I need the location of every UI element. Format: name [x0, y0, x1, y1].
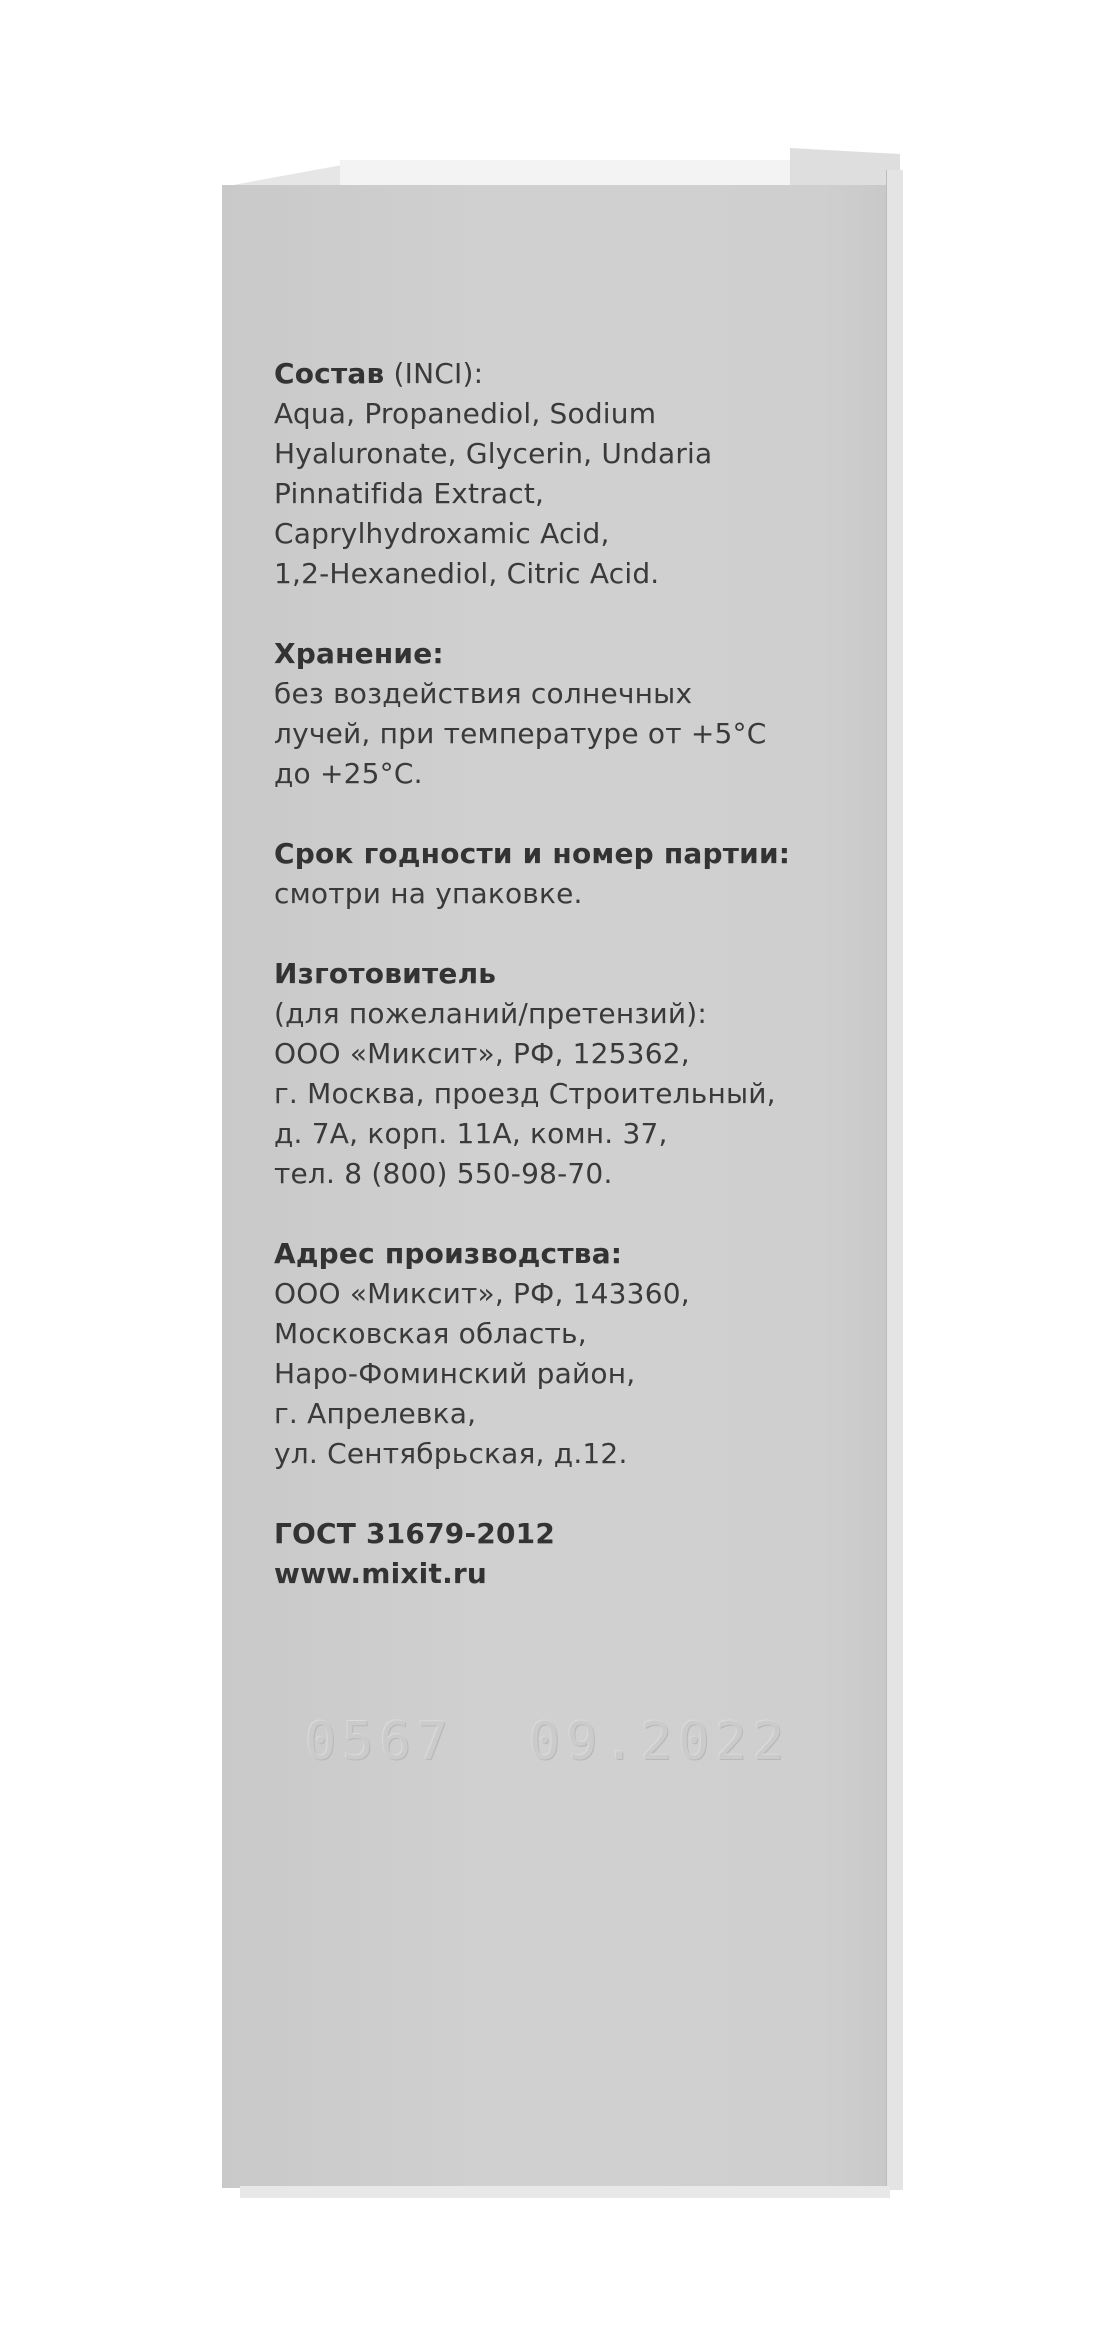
embossed-batch-number: 0567: [305, 1712, 455, 1772]
package-label-text: [274, 354, 874, 1634]
manufacturer-line: д. 7А, корп. 11А, комн. 37,: [274, 1117, 668, 1150]
manufacturer-line: (для пожеланий/претензий):: [274, 997, 707, 1030]
production-section: [274, 1234, 874, 1474]
footer-section: [274, 1514, 874, 1594]
storage-line: без воздействия солнечных: [274, 677, 693, 710]
box-flap-top: [340, 160, 790, 186]
composition-heading-bold: Состав: [274, 357, 385, 390]
gost-standard: ГОСТ 31679-2012: [274, 1517, 556, 1550]
shelf-life-heading: Срок годности и номер партии:: [274, 837, 791, 870]
production-line: Наро-Фоминский район,: [274, 1357, 636, 1390]
storage-heading: Хранение:: [274, 637, 444, 670]
box-flap-right: [790, 148, 900, 188]
composition-section: [274, 354, 874, 594]
box-bottom-edge: [240, 2186, 890, 2198]
storage-section: [274, 634, 874, 794]
manufacturer-line: ООО «Миксит», РФ, 125362,: [274, 1037, 690, 1070]
manufacturer-line: г. Москва, проезд Строительный,: [274, 1077, 776, 1110]
manufacturer-line: тел. 8 (800) 550-98-70.: [274, 1157, 613, 1190]
manufacturer-heading: Изготовитель: [274, 957, 497, 990]
storage-line: лучей, при температуре от +5°С: [274, 717, 767, 750]
production-line: ул. Сентябрьская, д.12.: [274, 1437, 628, 1470]
composition-line: Pinnatifida Extract,: [274, 477, 545, 510]
production-heading: Адрес производства:: [274, 1237, 623, 1270]
shelf-life-section: [274, 834, 874, 914]
composition-heading: [274, 354, 874, 394]
production-line: г. Апрелевка,: [274, 1397, 477, 1430]
composition-line: Hyaluronate, Glycerin, Undaria: [274, 437, 713, 470]
embossed-batch-date: [305, 1712, 790, 1772]
production-line: Московская область,: [274, 1317, 587, 1350]
production-line: ООО «Миксит», РФ, 143360,: [274, 1277, 690, 1310]
manufacturer-section: [274, 954, 874, 1194]
box-flap-left: [222, 165, 342, 187]
shelf-life-line: смотри на упаковке.: [274, 877, 583, 910]
composition-line: 1,2-Hexanediol, Citric Acid.: [274, 557, 660, 590]
embossed-expiry-date: 09.2022: [528, 1712, 791, 1772]
package-edge: [886, 170, 903, 2190]
website-link: www.mixit.ru: [274, 1557, 488, 1590]
composition-line: Caprylhydroxamic Acid,: [274, 517, 610, 550]
composition-line: Aqua, Propanediol, Sodium: [274, 397, 657, 430]
storage-line: до +25°С.: [274, 757, 423, 790]
composition-heading-rest: (INCI):: [384, 357, 484, 390]
